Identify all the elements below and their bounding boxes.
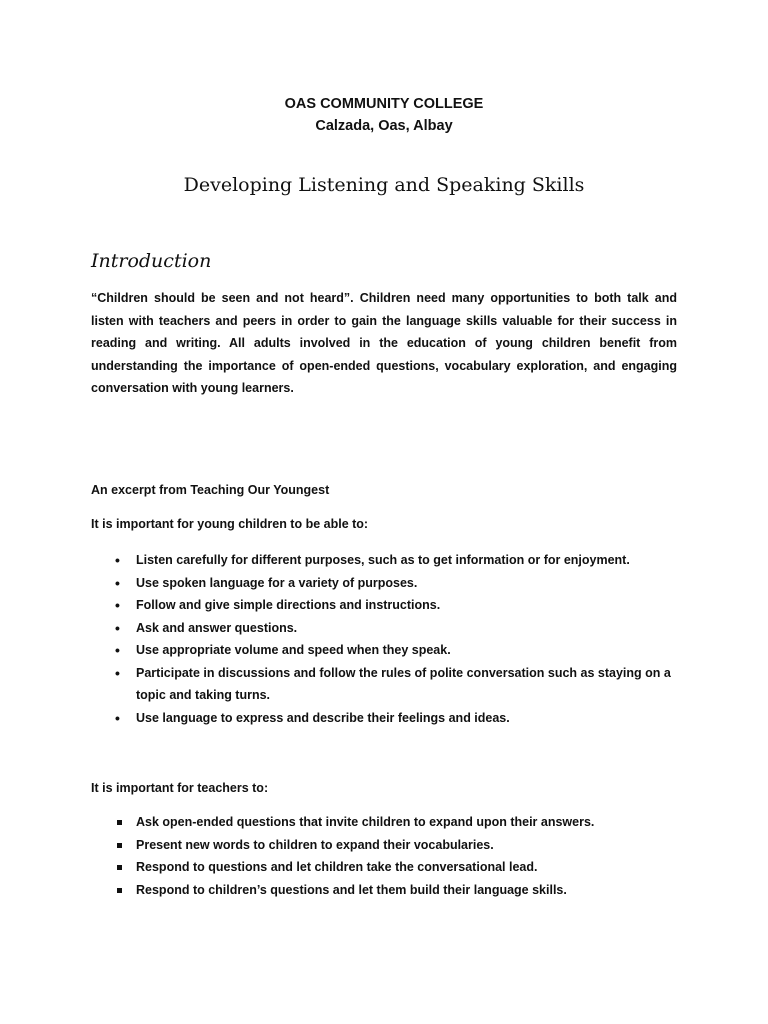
college-address: Calzada, Oas, Albay [315,118,453,134]
square-bullet-icon [117,820,122,825]
teachers-practices-list [91,811,677,901]
square-bullet-icon [117,843,122,848]
bullet-icon: • [115,619,120,636]
document-title: Developing Listening and Speaking Skills [183,174,585,196]
list-item-text: Ask open-ended questions that invite children to expand upon their answers. [136,815,595,829]
list-item-text: Listen carefully for different purposes, such as to get information or for enjoyment. [136,553,630,567]
list-item [91,617,677,640]
list-item [91,639,677,662]
list-item [91,572,677,595]
teachers-list-intro: It is important for teachers to: [91,781,269,795]
children-skills-list [91,549,677,729]
list-item [91,549,677,572]
list-item-text: Use spoken language for a variety of purposes. [136,575,418,590]
bullet-icon: • [115,642,120,658]
bullet-icon: • [115,664,120,681]
list-item [91,662,677,707]
list-item [91,834,677,857]
bullet-icon: • [115,709,120,726]
list-item [91,707,677,730]
section-heading-introduction: Introduction [91,250,212,272]
list-item [91,811,677,834]
list-item [91,879,677,902]
bullet-icon: • [115,552,120,568]
list-item-text: Respond to questions and let children take the conversational lead. [136,860,538,874]
list-item-text: Participate in discussions and follow the rules of polite conversation such as staying on a topic and taking turns. [136,665,671,702]
list-item [91,856,677,879]
square-bullet-icon [117,865,122,870]
children-list-intro: It is important for young children to be able to: [91,517,369,531]
college-name: OAS COMMUNITY COLLEGE [284,96,484,112]
list-item-text: Ask and answer questions. [136,620,298,635]
square-bullet-icon [117,888,122,893]
list-item-text: Use language to express and describe their feelings and ideas. [136,710,510,725]
list-item-text: Use appropriate volume and speed when they speak. [136,643,451,657]
bullet-icon: • [115,597,120,613]
list-item-text: Present new words to children to expand their vocabularies. [136,837,494,852]
list-item-text: Follow and give simple directions and instructions. [136,598,441,612]
bullet-icon: • [115,574,120,591]
excerpt-source-line: An excerpt from Teaching Our Youngest [91,483,330,497]
list-item [91,594,677,617]
intro-paragraph: “Children should be seen and not heard”. Children need many opportunities to both talk and listen with teachers and peers in order to gain the language skills valuable for their success in reading and writing. All adults involved in the education of young children benefit from understanding the importance of open-ended questions, vocabulary exploration, and engaging conversation with young learners. [91,291,677,395]
list-item-text: Respond to children’s questions and let them build their language skills. [136,882,567,897]
